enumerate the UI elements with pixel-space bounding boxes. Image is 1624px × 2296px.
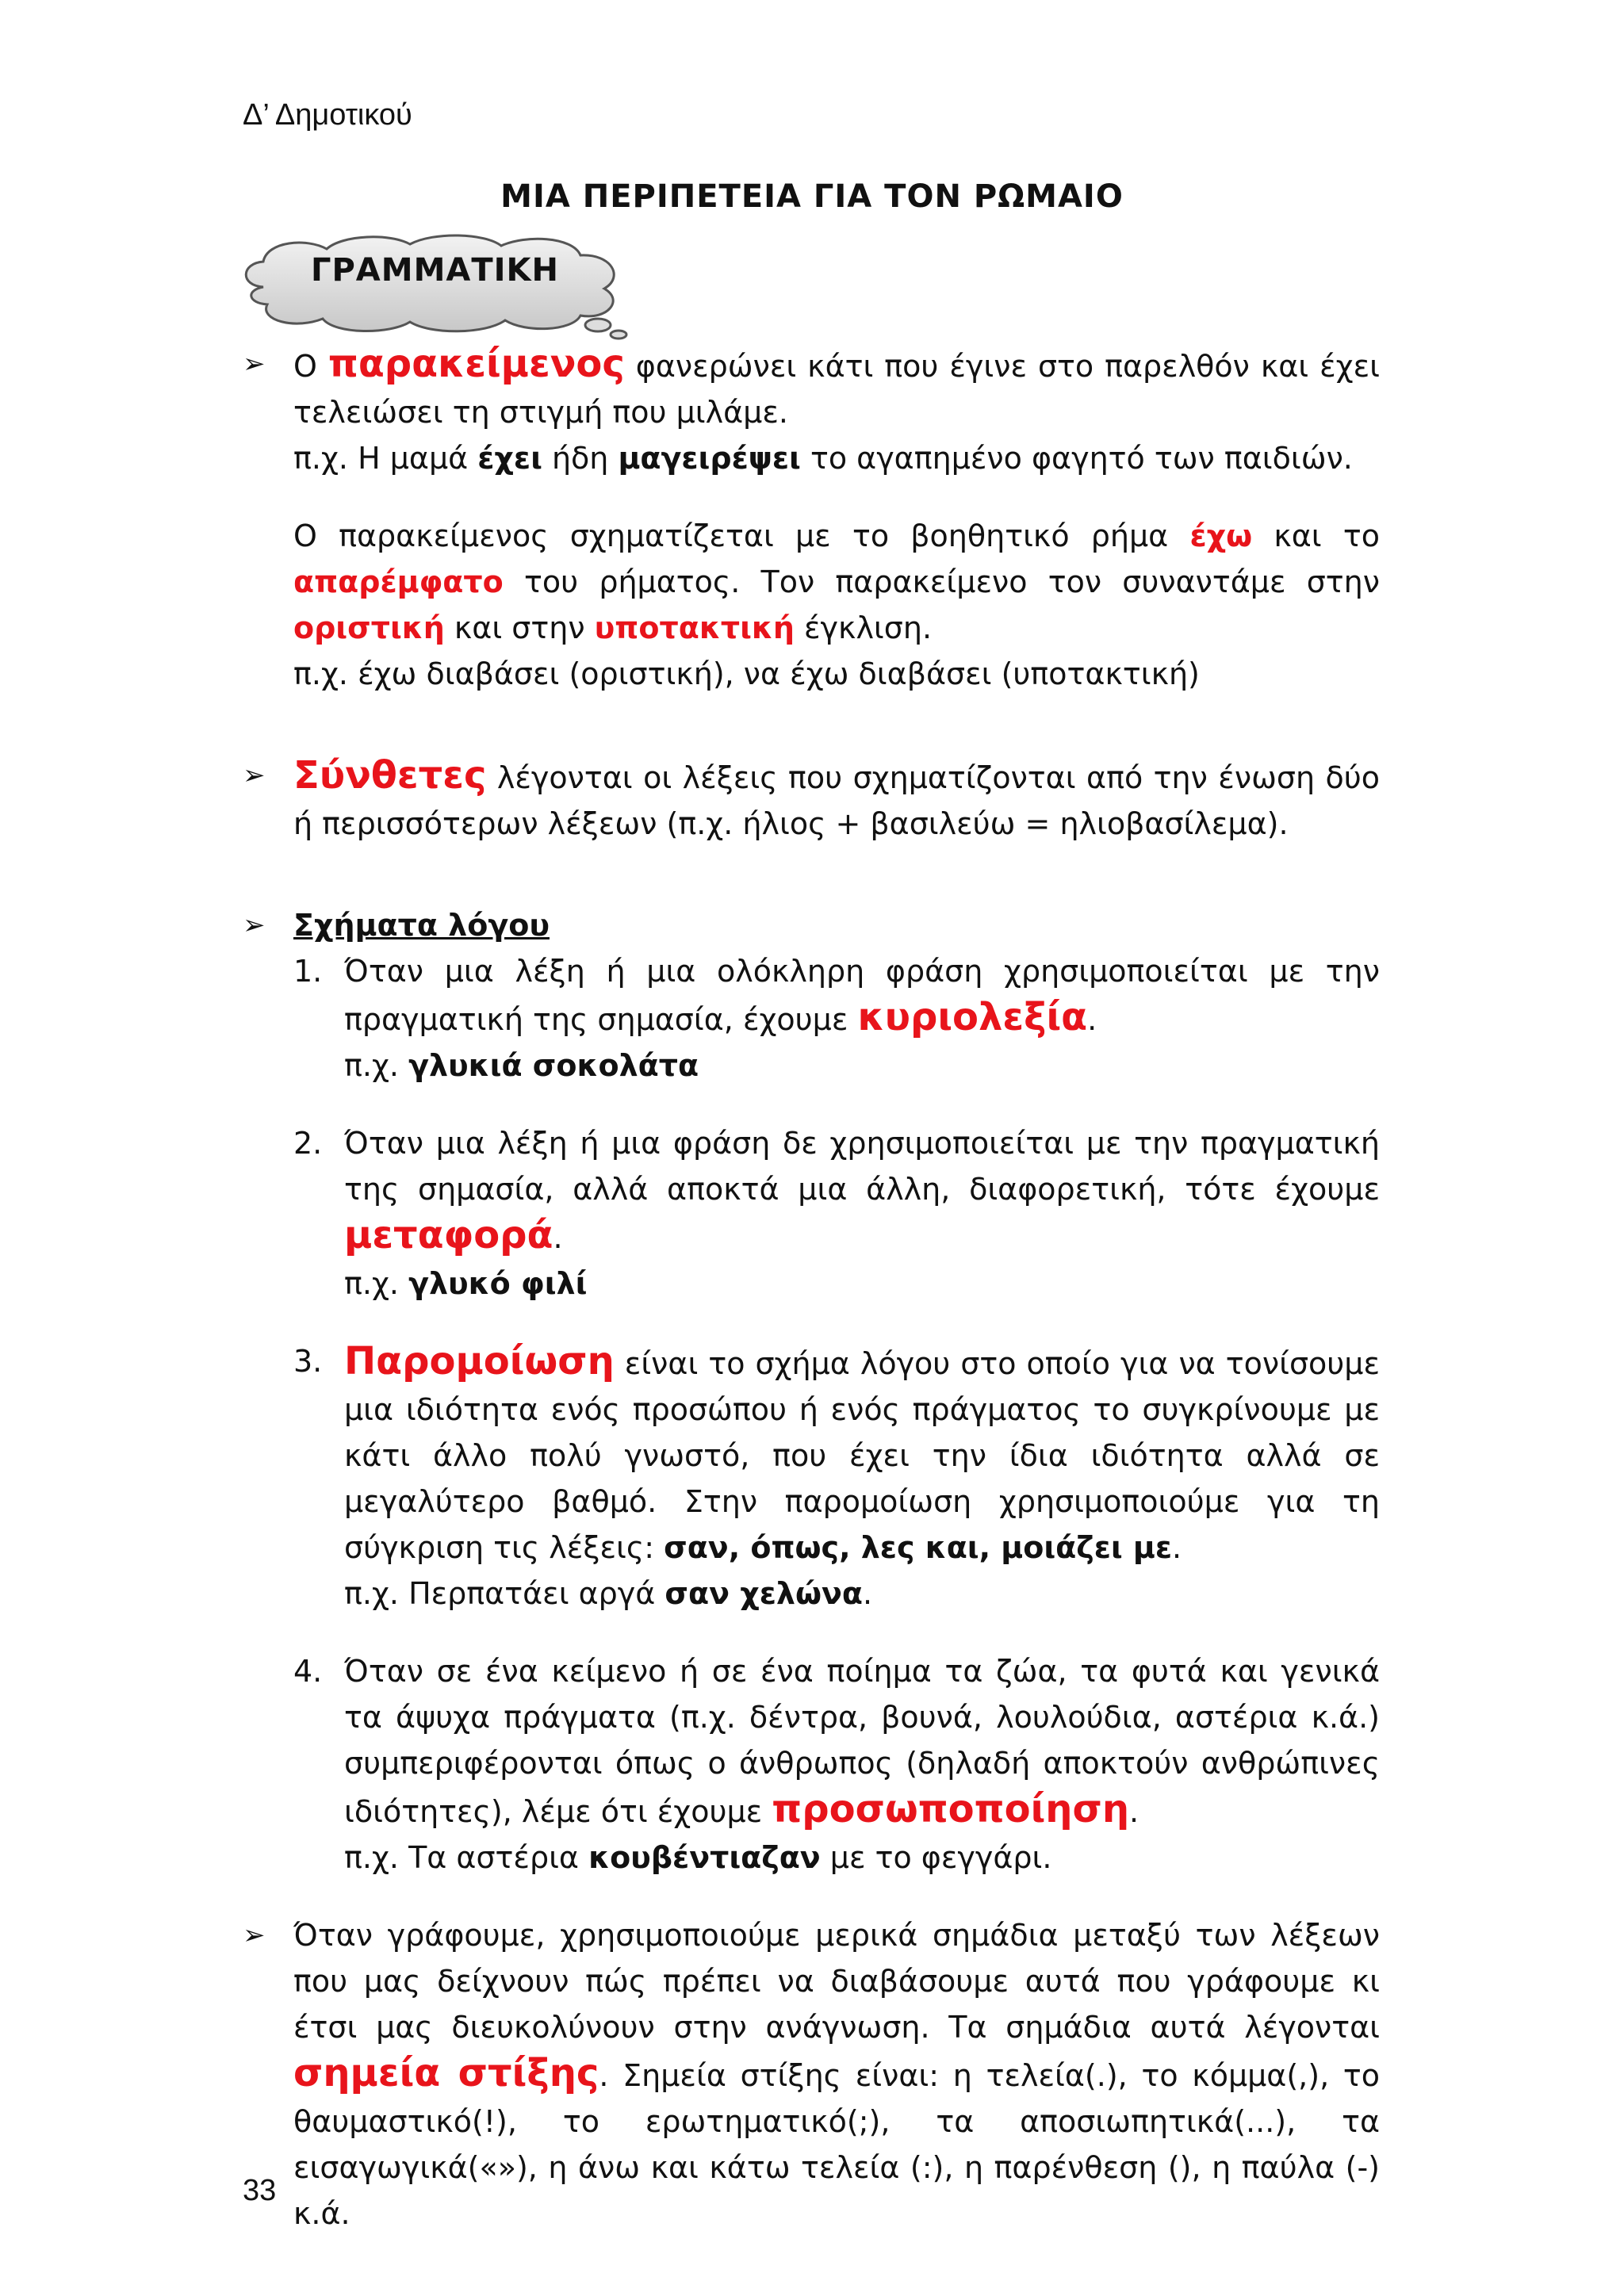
text: . — [1129, 1794, 1139, 1829]
compound-definition — [293, 752, 1380, 847]
text: λέγονται οι λέξεις που σχηματίζονται από την ένωση δύο ή περισσότερων λέξεων (π.χ. ήλιος + βασιλεύω = ηλιοβασίλεμα). — [293, 760, 1380, 841]
text: π.χ. — [344, 1266, 409, 1301]
arrow-bullet-icon: ➢ — [243, 348, 266, 380]
text: είναι το σχήμα λόγου στο οποίο για να τονίσουμε μια ιδιότητα ενός προσώπου ή ενός πράγματος το συγκρίνουμε με κάτι άλλο πολύ γνωστό, που έχει την ίδια ιδιότητα αλλά σε μεγαλύτερο βαθμό. Στην παρομοίωση χρησιμοποιούμε για τη σύγκριση τις λέξεις: — [344, 1346, 1380, 1565]
section-compound-words — [238, 752, 1380, 847]
perfect-formation — [293, 513, 1380, 651]
page-number: 33 — [243, 2174, 277, 2207]
section-punctuation — [238, 1912, 1380, 2237]
text: Όταν μια λέξη ή μια ολόκληρη φράση χρησιμοποιείται με την πραγματική της σημασία, έχουμε — [344, 954, 1380, 1037]
item-number: 4. — [293, 1654, 323, 1689]
highlight-term: απαρέμφατο — [293, 564, 504, 599]
main-content — [238, 341, 1380, 2237]
bold-word: γλυκιά σοκολάτα — [408, 1048, 699, 1083]
text: π.χ. — [344, 1048, 409, 1083]
page-title: ΜΙΑ ΠΕΡΙΠΕΤΕΙΑ ΓΙΑ ΤΟΝ ΡΩΜΑΙΟ — [500, 178, 1124, 215]
highlight-term: υποτακτική — [594, 610, 795, 645]
figure-item-3 — [238, 1338, 1380, 1617]
text: . — [1087, 1002, 1097, 1037]
perfect-example — [293, 435, 1380, 481]
text: Ο παρακείμενος σχηματίζεται με το βοηθητικό ρήμα — [293, 519, 1190, 553]
bold-word: κουβέντιαζαν — [588, 1840, 821, 1875]
text: . — [1172, 1530, 1182, 1565]
highlight-term: κυριολεξία — [857, 995, 1088, 1039]
text: π.χ. Η μαμά — [293, 441, 478, 476]
figure-item-2 — [238, 1120, 1380, 1307]
item-example — [344, 1571, 1380, 1617]
text: με το φεγγάρι. — [820, 1840, 1052, 1875]
text: π.χ. Τα αστέρια — [344, 1840, 589, 1875]
text: το αγαπημένο φαγητό των παιδιών. — [800, 441, 1353, 476]
text: Ο — [293, 349, 328, 384]
perfect-definition — [293, 341, 1380, 435]
section-figures-of-speech — [238, 902, 1380, 948]
bold-word: έχει — [477, 441, 542, 476]
highlight-term: Παρομοίωση — [344, 1339, 615, 1383]
arrow-bullet-icon: ➢ — [243, 1919, 266, 1951]
figure-item-4 — [238, 1648, 1380, 1881]
figure-item-1 — [238, 948, 1380, 1089]
text: Όταν σε ένα κείμενο ή σε ένα ποίημα τα ζώα, τα φυτά και γενικά τα άψυχα πράγματα (π.χ. δέντρα, βουνά, λουλούδια, αστέρια κ.ά.) συμπεριφέρονται όπως ο άνθρωπος (δηλαδή αποκτούν ανθρώπινες ιδιότητες), λέμε ότι έχουμε — [344, 1654, 1380, 1829]
highlight-term: οριστική — [293, 610, 445, 645]
highlight-term: προσωποποίηση — [772, 1787, 1130, 1831]
item-number: 3. — [293, 1344, 323, 1379]
section-heading: Σχήματα λόγου — [293, 908, 550, 943]
item-number: 1. — [293, 954, 323, 989]
text: π.χ. Περπατάει αργά — [344, 1576, 665, 1611]
bold-word: γλυκό φιλί — [408, 1266, 588, 1301]
item-example — [344, 1043, 1380, 1089]
bold-word: μαγειρέψει — [618, 441, 801, 476]
text: . Σημεία στίξης είναι: η τελεία(.), το κόμμα(,), το θαυμαστικό(!), το ερωτηματικό(;), τα αποσιωπητικά(...), τα εισαγωγικά(«»), η άνω και κάτω τελεία (:), η παρένθεση (), η παύλα (-) κ.ά. — [293, 2058, 1380, 2231]
item-number: 2. — [293, 1126, 323, 1161]
perfect-example-2: π.χ. έχω διαβάσει (οριστική), να έχω διαβάσει (υποτακτική) — [293, 656, 1200, 691]
cloud-label: ΓΡΑΜΜΑΤΙΚΗ — [311, 252, 559, 289]
highlight-term: Σύνθετες — [293, 753, 487, 798]
text: φανερώνει κάτι που έγινε στο παρελθόν και έχει τελειώσει τη στιγμή που μιλάμε. — [293, 349, 1380, 430]
highlight-term: παρακείμενος — [327, 342, 625, 386]
highlight-term: σημεία στίξης — [293, 2051, 599, 2095]
text: του ρήματος. Τον παρακείμενο τον συναντάμε στην — [503, 564, 1380, 599]
page-header: Δ’ Δημοτικού — [243, 98, 412, 132]
item-example — [344, 1261, 1380, 1307]
text: . — [553, 1220, 563, 1255]
text: και το — [1252, 519, 1380, 553]
highlight-term: μεταφορά — [344, 1213, 553, 1257]
grammar-cloud-banner — [232, 232, 644, 342]
text: ήδη — [542, 441, 619, 476]
text: και στην — [444, 610, 595, 645]
text: Όταν μια λέξη ή μια φράση δε χρησιμοποιείται με την πραγματική της σημασία, αλλά αποκτά μια άλλη, διαφορετική, τότε έχουμε — [344, 1126, 1380, 1207]
highlight-term: έχω — [1189, 519, 1253, 553]
text: έγκλιση. — [794, 610, 933, 645]
item-example — [344, 1835, 1380, 1881]
text: Όταν γράφουμε, χρησιμοποιούμε μερικά σημάδια μεταξύ των λέξεων που μας δείχνουν πώς πρέπει να διαβάσουμε αυτά που γράφουμε κι έτσι μας διευκολύνουν στην ανάγνωση. Τα σημάδια αυτά λέγονται — [293, 1918, 1380, 2045]
bold-word: σαν, όπως, λες και, μοιάζει με — [664, 1530, 1173, 1565]
bold-word: σαν χελώνα — [665, 1576, 863, 1611]
arrow-bullet-icon: ➢ — [243, 909, 266, 941]
arrow-bullet-icon: ➢ — [243, 760, 266, 791]
text: . — [862, 1576, 873, 1611]
section-perfect-tense — [238, 341, 1380, 697]
